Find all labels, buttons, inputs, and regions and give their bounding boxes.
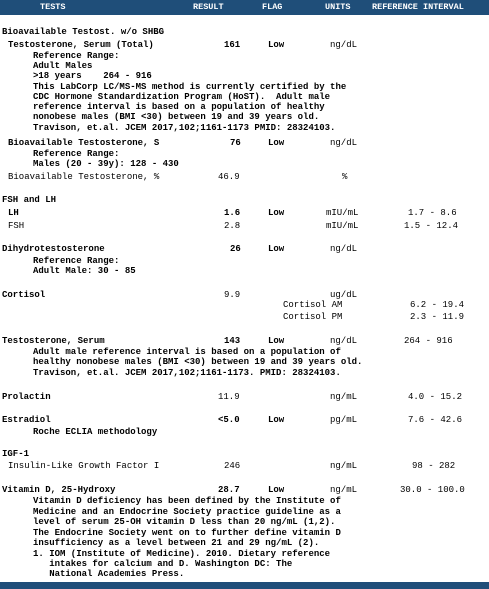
test-result: 1.6 bbox=[224, 208, 241, 218]
test-name: Prolactin bbox=[2, 392, 51, 402]
comment-line: intakes for calcium and D. Washington DC: The bbox=[33, 559, 293, 569]
section-title: IGF-1 bbox=[2, 449, 30, 459]
test-result: 2.8 bbox=[224, 221, 241, 231]
sub-reference-label: Cortisol PM bbox=[283, 312, 343, 322]
test-flag: Low bbox=[268, 244, 285, 254]
test-units: ng/dL bbox=[330, 244, 358, 254]
col-result-header: RESULT bbox=[193, 2, 224, 12]
comment-line: >18 years 264 - 916 bbox=[33, 71, 152, 81]
comment-line: The Endocrine Society went on to further define vitamin D bbox=[33, 528, 341, 538]
comment-line: 1. IOM (Institute of Medicine). 2010. Dietary reference bbox=[33, 549, 331, 559]
col-units-header: UNITS bbox=[325, 2, 351, 12]
header-rule bbox=[0, 14, 489, 15]
test-result: 11.9 bbox=[218, 392, 240, 402]
test-flag: Low bbox=[268, 336, 285, 346]
test-result: 76 bbox=[230, 138, 241, 148]
test-result: 26 bbox=[230, 244, 241, 254]
test-units: ug/dL bbox=[330, 290, 358, 300]
test-name: Estradiol bbox=[2, 415, 51, 425]
test-units: pg/mL bbox=[330, 415, 358, 425]
comment-line: Medicine and an Endocrine Society practice guideline as a bbox=[33, 507, 341, 517]
test-reference: 98 - 282 bbox=[412, 461, 456, 471]
comment-line: Adult male reference interval is based on a population of bbox=[33, 347, 341, 357]
comment-line: Reference Range: bbox=[33, 149, 120, 159]
col-reference-header: REFERENCE INTERVAL bbox=[372, 2, 464, 12]
comment-line: Vitamin D deficiency has been defined by the Institute of bbox=[33, 496, 341, 506]
col-flag-header: FLAG bbox=[262, 2, 283, 12]
test-units: mIU/mL bbox=[326, 221, 359, 231]
comment-line: level of serum 25-OH vitamin D less than 20 ng/mL (1,2). bbox=[33, 517, 336, 527]
comment-line: Adult Male: 30 - 85 bbox=[33, 266, 136, 276]
col-tests-header: TESTS bbox=[40, 2, 66, 12]
comment-line: Reference Range: bbox=[33, 256, 120, 266]
comment-line: Travison, et.al. JCEM 2017,102;1161-1173 PMID: 28324103. bbox=[33, 123, 336, 133]
test-name: Testosterone, Serum bbox=[2, 336, 105, 346]
test-units: ng/dL bbox=[330, 40, 358, 50]
test-result: 143 bbox=[224, 336, 241, 346]
test-result: 9.9 bbox=[224, 290, 241, 300]
test-name: Insulin-Like Growth Factor I bbox=[8, 461, 160, 471]
test-name: Bioavailable Testosterone, % bbox=[8, 172, 160, 182]
test-flag: Low bbox=[268, 138, 285, 148]
comment-line: nonobese males (BMI <30) between 19 and 39 years old. bbox=[33, 112, 320, 122]
test-reference: 1.7 - 8.6 bbox=[408, 208, 457, 218]
test-units: ng/dL bbox=[330, 138, 358, 148]
comment-line: This LabCorp LC/MS-MS method is currently certified by the bbox=[33, 82, 347, 92]
test-reference: 30.0 - 100.0 bbox=[400, 485, 465, 495]
test-reference: 4.0 - 15.2 bbox=[408, 392, 463, 402]
test-reference: 7.6 - 42.6 bbox=[408, 415, 463, 425]
test-flag: Low bbox=[268, 208, 285, 218]
test-reference: 1.5 - 12.4 bbox=[404, 221, 459, 231]
test-reference: 6.2 - 19.4 bbox=[410, 300, 465, 310]
test-result: 246 bbox=[224, 461, 241, 471]
test-units: ng/mL bbox=[330, 392, 358, 402]
comment-line: insufficiency as a level between 21 and 29 ng/mL (2). bbox=[33, 538, 320, 548]
comment-line: Males (20 - 39y): 128 - 430 bbox=[33, 159, 179, 169]
test-units: ng/mL bbox=[330, 485, 358, 495]
comment-line: reference interval is based on a population of healthy bbox=[33, 102, 325, 112]
test-result: 28.7 bbox=[218, 485, 240, 495]
comment-line: Reference Range: bbox=[33, 51, 120, 61]
comment-line: National Academies Press. bbox=[33, 569, 185, 579]
test-result: 46.9 bbox=[218, 172, 240, 182]
test-name: Testosterone, Serum (Total) bbox=[8, 40, 154, 50]
test-result: <5.0 bbox=[218, 415, 240, 425]
test-name: Vitamin D, 25-Hydroxy bbox=[2, 485, 116, 495]
test-result: 161 bbox=[224, 40, 241, 50]
test-reference: 264 - 916 bbox=[404, 336, 453, 346]
results-table-header bbox=[0, 0, 489, 14]
test-name: Cortisol bbox=[2, 290, 46, 300]
section-title: Bioavailable Testost. w/o SHBG bbox=[2, 27, 165, 37]
footer-rule bbox=[0, 582, 489, 589]
section-title: FSH and LH bbox=[2, 195, 57, 205]
test-flag: Low bbox=[268, 40, 285, 50]
comment-line: healthy nonobese males (BMI <30) between 19 and 39 years old. bbox=[33, 357, 363, 367]
comment-line: CDC Hormone Standardization Program (HoST). Adult male bbox=[33, 92, 331, 102]
test-reference: 2.3 - 11.9 bbox=[410, 312, 465, 322]
test-units: ng/dL bbox=[330, 336, 358, 346]
test-units: % bbox=[342, 172, 348, 182]
test-name: Bioavailable Testosterone, S bbox=[8, 138, 160, 148]
sub-reference-label: Cortisol AM bbox=[283, 300, 343, 310]
test-flag: Low bbox=[268, 485, 285, 495]
comment-line: Adult Males bbox=[33, 61, 93, 71]
test-flag: Low bbox=[268, 415, 285, 425]
comment-line: Travison, et.al. JCEM 2017,102;1161-1173. PMID: 28324103. bbox=[33, 368, 341, 378]
comment-line: Roche ECLIA methodology bbox=[33, 427, 158, 437]
test-units: ng/mL bbox=[330, 461, 358, 471]
test-name: Dihydrotestosterone bbox=[2, 244, 105, 254]
test-name: FSH bbox=[8, 221, 25, 231]
test-name: LH bbox=[8, 208, 19, 218]
test-units: mIU/mL bbox=[326, 208, 359, 218]
